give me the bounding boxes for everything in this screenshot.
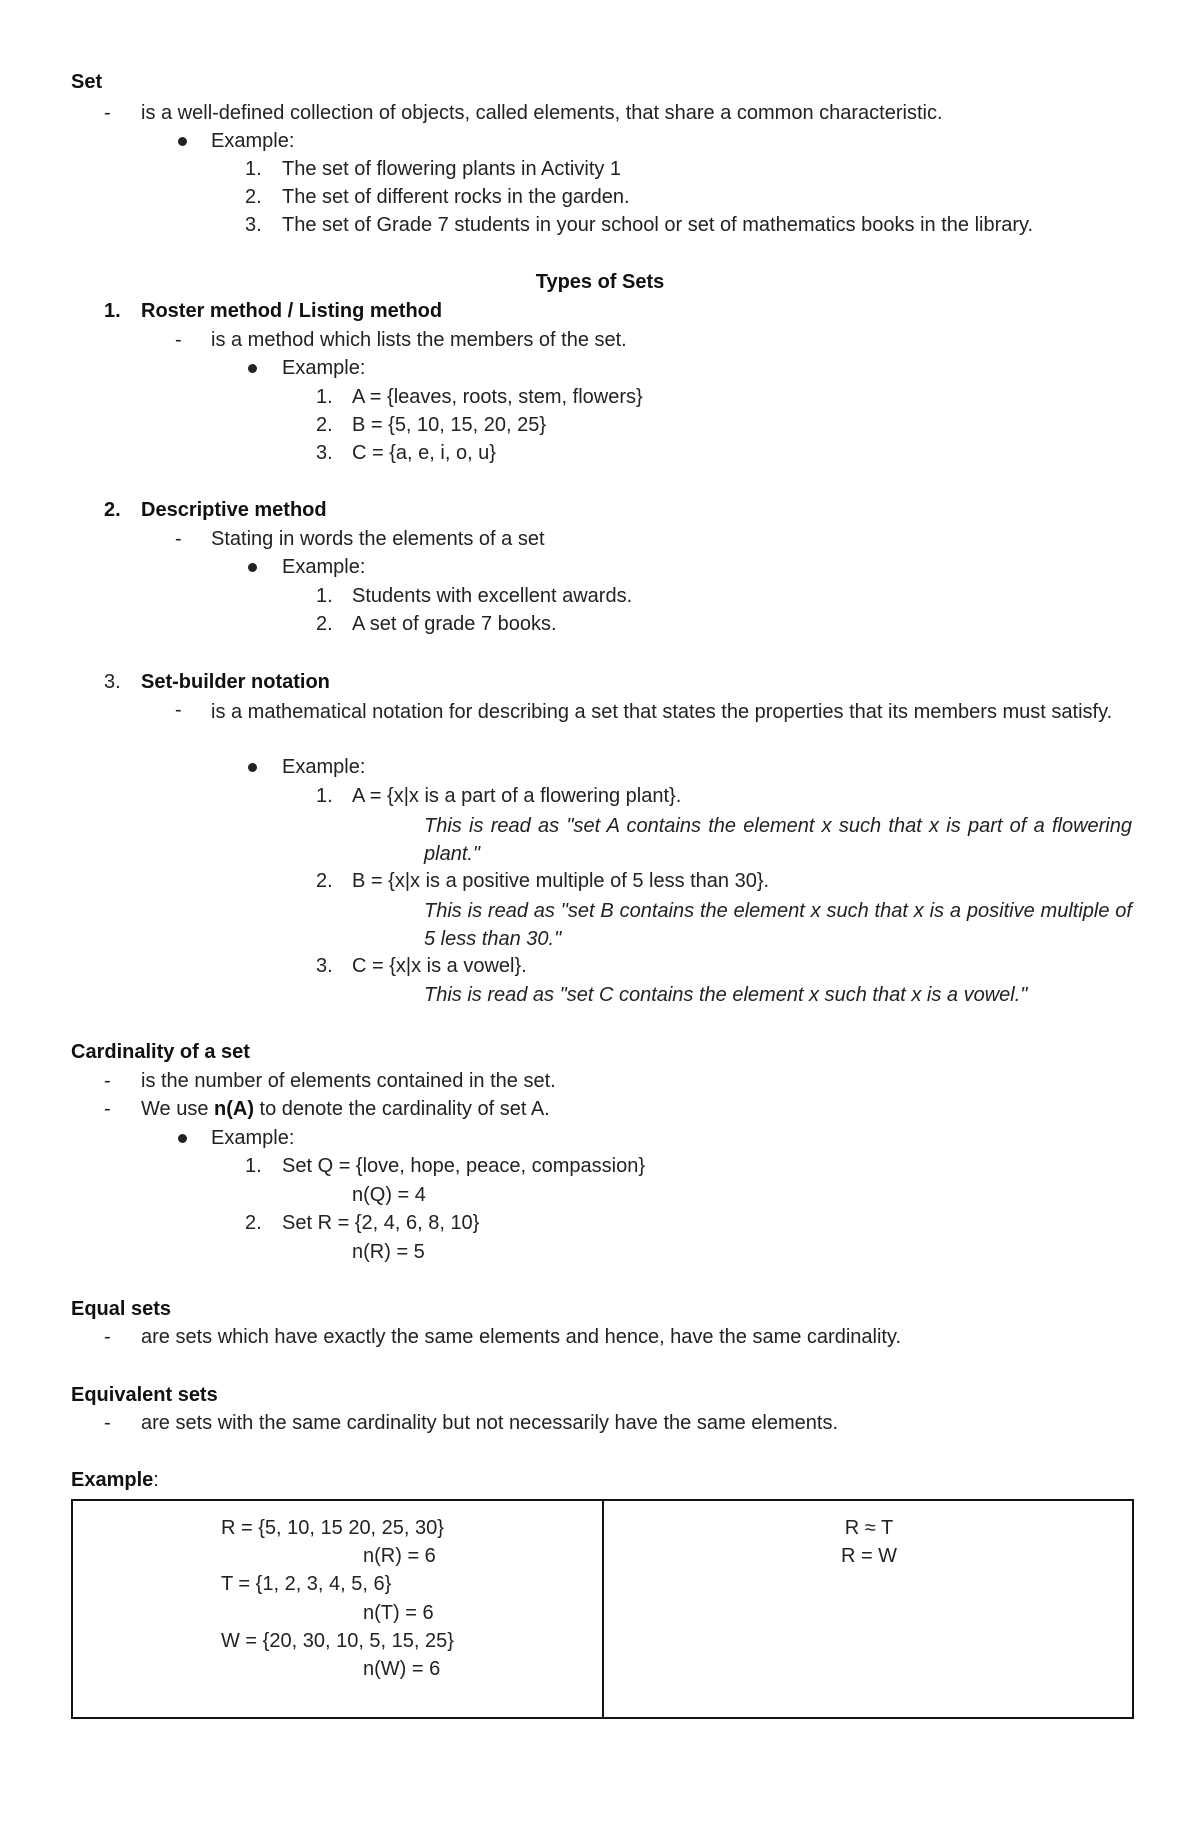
cardinality-value: n(R) = 5 xyxy=(352,1241,425,1263)
roster-definition: is a method which lists the members of the set. xyxy=(211,329,627,351)
list-item: The set of different rocks in the garden. xyxy=(282,186,630,208)
bullet-icon xyxy=(178,137,187,146)
dash-marker: - xyxy=(104,1412,111,1434)
list-number: 3. xyxy=(245,214,262,236)
table-cell-line: n(R) = 6 xyxy=(363,1545,436,1567)
list-item: C = {a, e, i, o, u} xyxy=(352,442,496,464)
dash-marker: - xyxy=(104,1070,111,1092)
bullet-icon xyxy=(178,1134,187,1143)
dash-marker: - xyxy=(175,699,182,721)
dash-marker: - xyxy=(104,102,111,124)
reading-note: This is read as "set B contains the element x such that x is a positive multiple of 5 less than 30." xyxy=(424,900,1132,950)
list-item: A = {leaves, roots, stem, flowers} xyxy=(352,386,643,408)
list-item: Set Q = {love, hope, peace, compassion} xyxy=(282,1155,646,1177)
example-table-label xyxy=(71,1468,159,1492)
set-heading: Set xyxy=(71,71,103,93)
example-table xyxy=(71,1499,1134,1719)
table-cell-line: n(W) = 6 xyxy=(363,1658,441,1680)
descriptive-definition: Stating in words the elements of a set xyxy=(211,528,545,550)
cardinality-definition: is the number of elements contained in the set. xyxy=(141,1070,556,1092)
dash-marker: - xyxy=(175,329,182,351)
list-number: 1. xyxy=(316,785,333,807)
list-number: 3. xyxy=(316,442,333,464)
equivalent-sets-definition: are sets with the same cardinality but not necessarily have the same elements. xyxy=(141,1412,839,1434)
example-colon: : xyxy=(153,1469,159,1491)
setbuilder-definition: is a mathematical notation for describing a set that states the properties that its members must satisfy. xyxy=(211,701,1113,723)
setbuilder-heading: Set-builder notation xyxy=(141,671,330,693)
bullet-icon xyxy=(248,763,257,772)
notation-text: to denote the cardinality of set A. xyxy=(253,1098,550,1120)
example-label: Example: xyxy=(211,130,295,152)
list-item: B = {5, 10, 15, 20, 25} xyxy=(352,414,547,436)
setbuilder-number: 3. xyxy=(104,671,121,693)
list-number: 2. xyxy=(316,870,333,892)
notation-text: We use xyxy=(141,1098,214,1120)
dash-marker: - xyxy=(175,528,182,550)
list-number: 1. xyxy=(245,1155,262,1177)
list-number: 2. xyxy=(245,186,262,208)
equal-sets-heading: Equal sets xyxy=(71,1298,172,1320)
table-cell-line: W = {20, 30, 10, 5, 15, 25} xyxy=(221,1630,454,1652)
roster-heading: Roster method / Listing method xyxy=(141,300,443,322)
list-number: 3. xyxy=(316,955,333,977)
reading-note: This is read as "set C contains the element x such that x is a vowel." xyxy=(424,984,1028,1006)
descriptive-heading: Descriptive method xyxy=(141,499,327,521)
list-item: The set of Grade 7 students in your school or set of mathematics books in the library. xyxy=(282,214,1034,236)
reading-note: This is read as "set A contains the element x such that x is part of a flowering plant." xyxy=(424,815,1132,865)
types-title: Types of Sets xyxy=(535,271,665,293)
table-cell-line: R = W xyxy=(840,1545,898,1567)
table-cell-line: R ≈ T xyxy=(844,1517,894,1539)
equal-sets-definition: are sets which have exactly the same elements and hence, have the same cardinality. xyxy=(141,1326,902,1348)
bullet-icon xyxy=(248,563,257,572)
list-item: Set R = {2, 4, 6, 8, 10} xyxy=(282,1212,480,1234)
cardinality-value: n(Q) = 4 xyxy=(352,1184,426,1206)
roster-number: 1. xyxy=(104,300,121,322)
bullet-icon xyxy=(248,364,257,373)
example-label: Example: xyxy=(282,756,366,778)
dash-marker: - xyxy=(104,1326,111,1348)
equivalent-sets-heading: Equivalent sets xyxy=(71,1384,218,1406)
cardinality-notation xyxy=(141,1097,550,1121)
notation-symbol: n(A) xyxy=(214,1098,254,1120)
list-number: 1. xyxy=(245,158,262,180)
table-cell-line: n(T) = 6 xyxy=(363,1602,434,1624)
table-cell-line: R = {5, 10, 15 20, 25, 30} xyxy=(221,1517,444,1539)
list-number: 2. xyxy=(316,414,333,436)
list-number: 1. xyxy=(316,386,333,408)
list-item: The set of flowering plants in Activity 1 xyxy=(282,158,622,180)
table-cell-line: T = {1, 2, 3, 4, 5, 6} xyxy=(221,1573,392,1595)
example-label: Example: xyxy=(211,1127,295,1149)
descriptive-number: 2. xyxy=(104,499,121,521)
example-label: Example: xyxy=(282,556,366,578)
dash-marker: - xyxy=(104,1098,111,1120)
list-item: C = {x|x is a vowel}. xyxy=(352,955,527,977)
list-item: Students with excellent awards. xyxy=(352,585,633,607)
list-item: A set of grade 7 books. xyxy=(352,613,557,635)
list-number: 1. xyxy=(316,585,333,607)
list-item: B = {x|x is a positive multiple of 5 less than 30}. xyxy=(352,870,770,892)
list-number: 2. xyxy=(316,613,333,635)
example-word: Example xyxy=(71,1469,154,1491)
list-number: 2. xyxy=(245,1212,262,1234)
example-label: Example: xyxy=(282,357,366,379)
set-definition: is a well-defined collection of objects, called elements, that share a common characteristic. xyxy=(141,102,943,124)
cardinality-heading: Cardinality of a set xyxy=(71,1041,250,1063)
list-item: A = {x|x is a part of a flowering plant}. xyxy=(352,785,682,807)
